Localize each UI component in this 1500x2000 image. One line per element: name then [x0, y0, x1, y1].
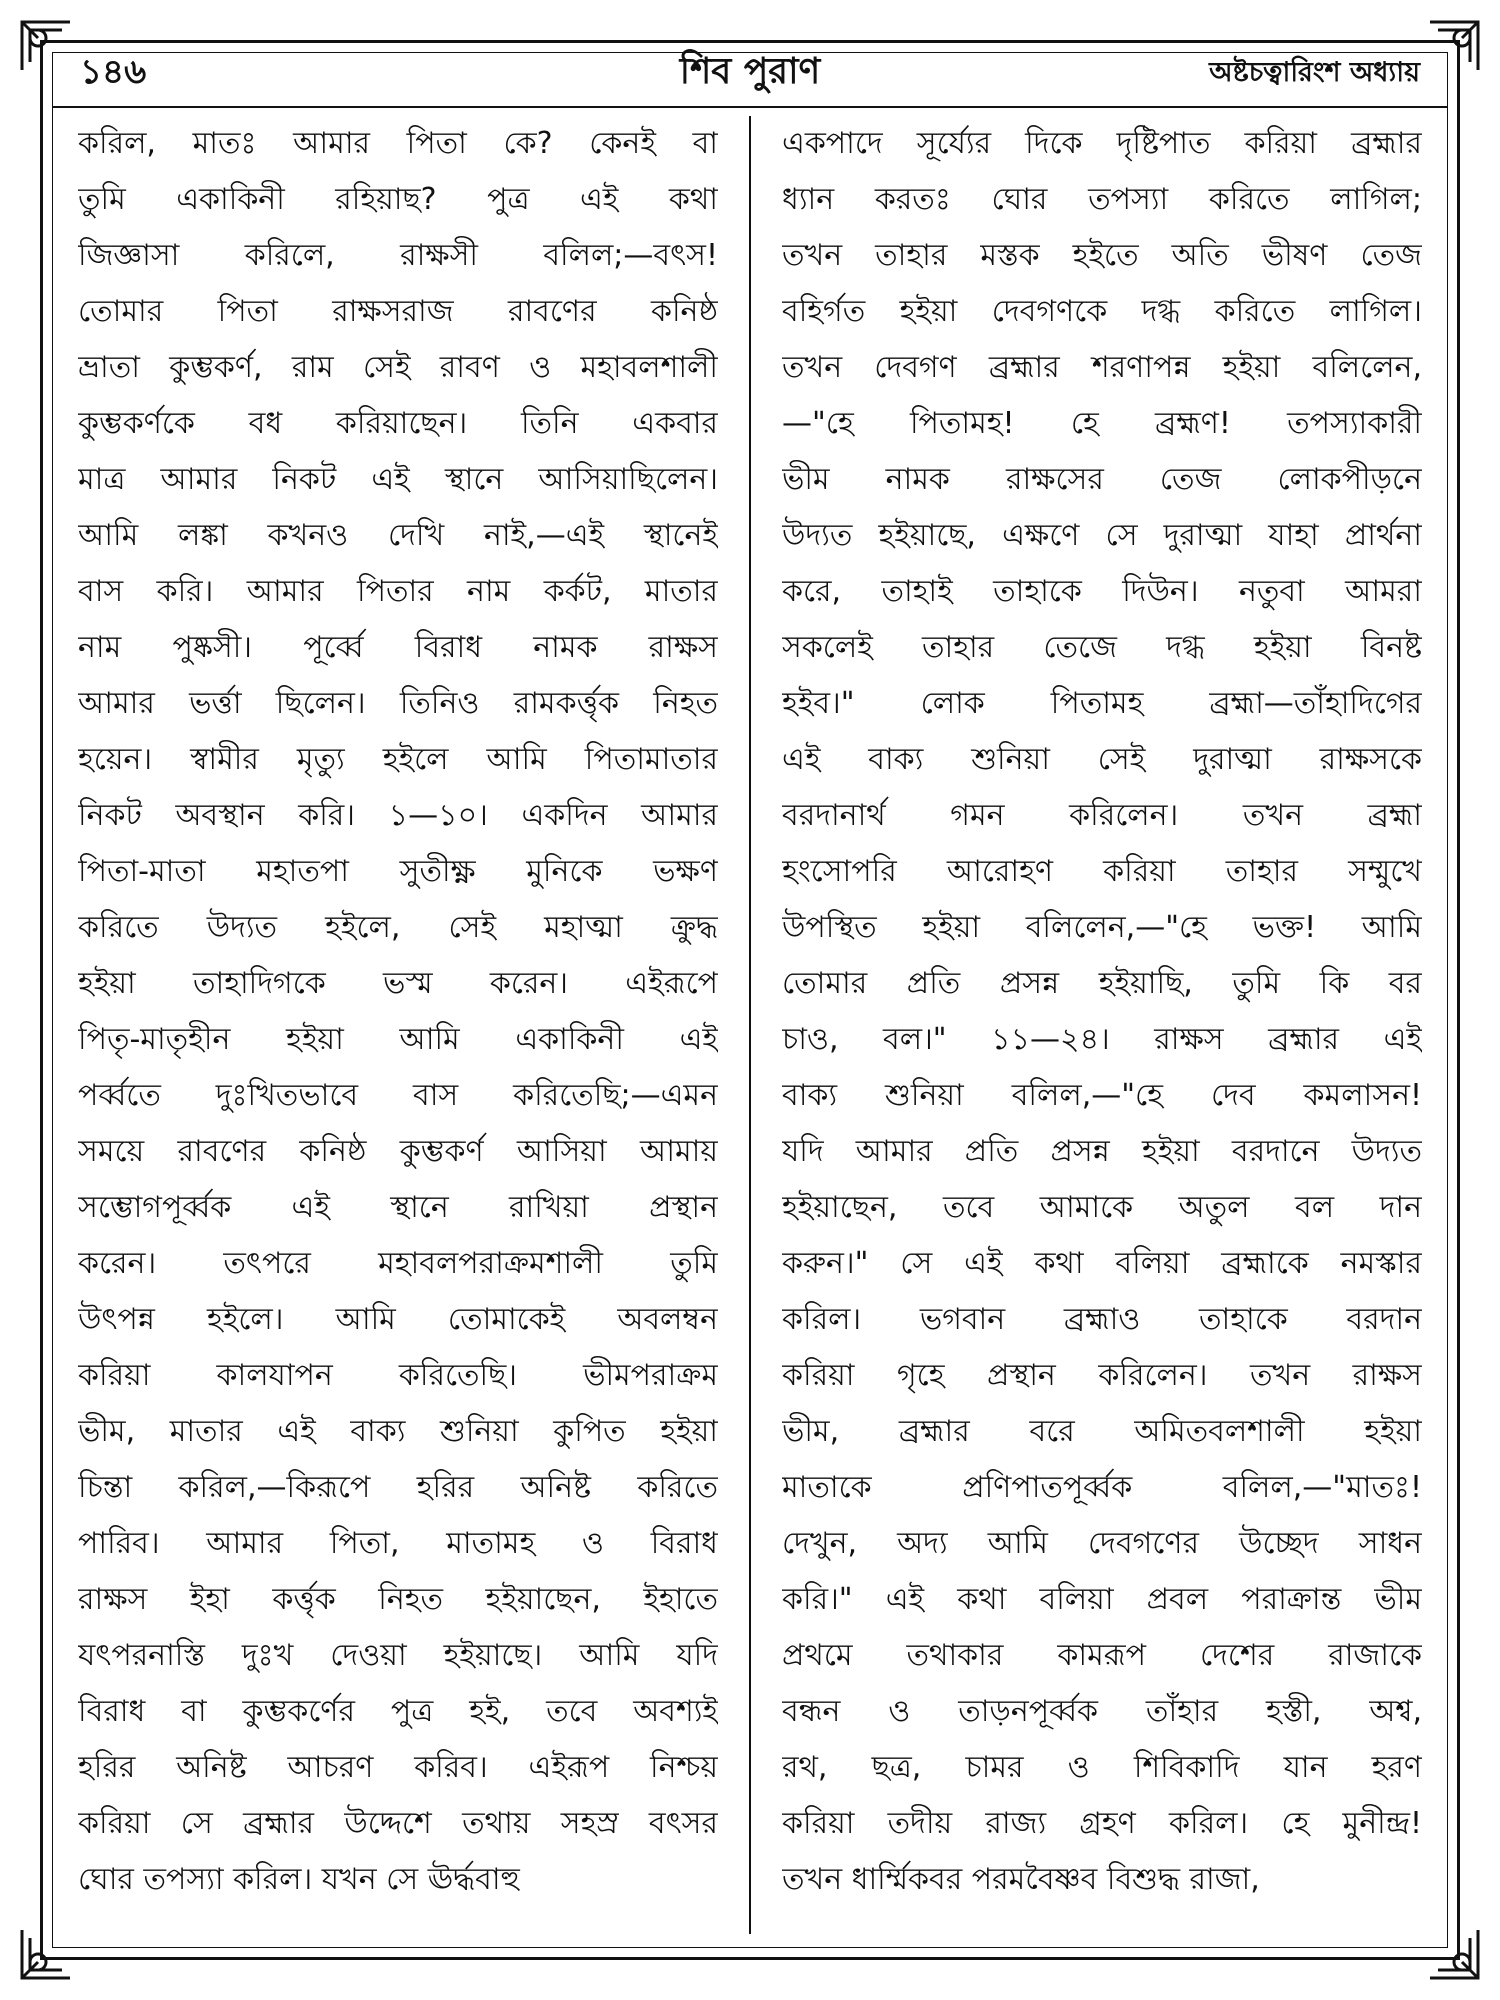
text-line: বিরাধ বা কুম্ভকর্ণের পুত্র হই, তবে অবশ্যই: [78, 1694, 718, 1729]
text-line: করিতে উদ্যত হইলে, সেই মহাত্মা ক্রুদ্ধ: [78, 910, 718, 945]
text-line: তুমি একাকিনী রহিয়াছ? পুত্র এই কথা: [78, 182, 718, 217]
header-rule: [52, 106, 1448, 108]
text-line: ঘোর তপস্যা করিল। যখন সে ঊর্দ্ধবাহু: [78, 1862, 520, 1897]
text-line: করিল। ভগবান ব্রহ্মাও তাহাকে বরদান: [782, 1302, 1422, 1337]
text-line: বন্ধন ও তাড়নপূর্ব্বক তাঁহার হস্তী, অশ্ব,: [782, 1694, 1422, 1729]
text-line: পিতা-মাতা মহাতপা সুতীক্ষ্ণ মুনিকে ভক্ষণ: [78, 854, 718, 889]
text-line: হয়েন। স্বামীর মৃত্যু হইলে আমি পিতামাতার: [78, 742, 718, 777]
text-line: উৎপন্ন হইলে। আমি তোমাকেই অবলম্বন: [78, 1302, 718, 1337]
text-line: তখন তাহার মস্তক হইতে অতি ভীষণ তেজ: [782, 238, 1422, 273]
column-divider: [749, 116, 751, 1934]
text-line: মাতাকে প্রণিপাতপূর্ব্বক বলিল,—"মাতঃ!: [782, 1470, 1422, 1505]
text-line: সকলেই তাহার তেজে দগ্ধ হইয়া বিনষ্ট: [782, 630, 1422, 665]
text-line: রাক্ষস ইহা কর্ত্তৃক নিহত হইয়াছেন, ইহাতে: [78, 1582, 718, 1617]
text-line: হইয়া তাহাদিগকে ভস্ম করেন। এইরূপে: [78, 966, 718, 1001]
text-line: ভীম, মাতার এই বাক্য শুনিয়া কুপিত হইয়া: [78, 1414, 718, 1449]
text-line: করিয়া গৃহে প্রস্থান করিলেন। তখন রাক্ষস: [782, 1358, 1422, 1393]
text-line: নিকট অবস্থান করি। ১—১০। একদিন আমার: [78, 798, 718, 833]
text-line: রথ, ছত্র, চামর ও শিবিকাদি যান হরণ: [782, 1750, 1422, 1785]
text-line: নাম পুষ্কসী। পূর্ব্বে বিরাধ নামক রাক্ষস: [78, 630, 718, 665]
text-line: জিজ্ঞাসা করিলে, রাক্ষসী বলিল;—বৎস!: [78, 238, 718, 273]
text-line: কুম্ভকর্ণকে বধ করিয়াছেন। তিনি একবার: [78, 406, 718, 441]
text-line: হংসোপরি আরোহণ করিয়া তাহার সম্মুখে: [782, 854, 1422, 889]
text-line: করেন। তৎপরে মহাবলপরাক্রমশালী তুমি: [78, 1246, 718, 1281]
text-line: উদ্যত হইয়াছে, এক্ষণে সে দুরাত্মা যাহা প্রার্থনা: [782, 518, 1422, 553]
text-line: আমার ভর্ত্তা ছিলেন। তিনিও রামকর্ত্তৃক নিহত: [78, 686, 718, 721]
text-line: ভ্রাতা কুম্ভকর্ণ, রাম সেই রাবণ ও মহাবলশালী: [78, 350, 718, 385]
left-column: [78, 116, 718, 1934]
page-number: ১৪৬: [80, 51, 147, 92]
text-line: হইব।" লোক পিতামহ ব্রহ্মা—তাঁহাদিগের: [782, 686, 1422, 721]
text-line: বাক্য শুনিয়া বলিল,—"হে দেব কমলাসন!: [782, 1078, 1422, 1113]
text-line: ভীম, ব্রহ্মার বরে অমিতবলশালী হইয়া: [782, 1414, 1422, 1449]
text-line: করিয়া কালযাপন করিতেছি। ভীমপরাক্রম: [78, 1358, 718, 1393]
text-line: মাত্র আমার নিকট এই স্থানে আসিয়াছিলেন।: [78, 462, 718, 497]
text-line: করিয়া সে ব্রহ্মার উদ্দেশে তথায় সহস্র বৎসর: [78, 1806, 718, 1841]
text-line: করিল, মাতঃ আমার পিতা কে? কেনই বা: [78, 126, 718, 161]
text-line: করে, তাহাই তাহাকে দিউন। নতুবা আমরা: [782, 574, 1422, 609]
chapter-title: অষ্টচত্বারিংশ অধ্যায়: [1209, 56, 1420, 88]
text-line: যদি আমার প্রতি প্রসন্ন হইয়া বরদানে উদ্যত: [782, 1134, 1422, 1169]
text-line: তোমার প্রতি প্রসন্ন হইয়াছি, তুমি কি বর: [782, 966, 1422, 1001]
corner-ornament-icon: [18, 18, 74, 74]
text-line: ভীম নামক রাক্ষসের তেজ লোকপীড়নে: [782, 462, 1422, 497]
text-line: উপস্থিত হইয়া বলিলেন,—"হে ভক্ত! আমি: [782, 910, 1422, 945]
text-line: বহির্গত হইয়া দেবগণকে দগ্ধ করিতে লাগিল।: [782, 294, 1422, 329]
corner-ornament-icon: [1426, 1926, 1482, 1982]
corner-ornament-icon: [1426, 18, 1482, 74]
text-line: যৎপরনাস্তি দুঃখ দেওয়া হইয়াছে। আমি যদি: [78, 1638, 718, 1673]
text-line: পর্ব্বতে দুঃখিতভাবে বাস করিতেছি;—এমন: [78, 1078, 718, 1113]
text-line: তখন ধার্ম্মিকবর পরমবৈষ্ণব বিশুদ্ধ রাজা,: [782, 1862, 1260, 1897]
text-line: তখন দেবগণ ব্রহ্মার শরণাপন্ন হইয়া বলিলেন,: [782, 350, 1422, 385]
text-line: প্রথমে তথাকার কামরূপ দেশের রাজাকে: [782, 1638, 1422, 1673]
text-line: হরির অনিষ্ট আচরণ করিব। এইরূপ নিশ্চয়: [78, 1750, 718, 1785]
text-line: সময়ে রাবণের কনিষ্ঠ কুম্ভকর্ণ আসিয়া আমায়: [78, 1134, 718, 1169]
text-line: ধ্যান করতঃ ঘোর তপস্যা করিতে লাগিল;: [782, 182, 1422, 217]
text-line: করি।" এই কথা বলিয়া প্রবল পরাক্রান্ত ভীম: [782, 1582, 1422, 1617]
text-line: চাও, বল।" ১১—২৪। রাক্ষস ব্রহ্মার এই: [782, 1022, 1422, 1057]
text-line: চিন্তা করিল,—কিরূপে হরির অনিষ্ট করিতে: [78, 1470, 718, 1505]
text-line: তোমার পিতা রাক্ষসরাজ রাবণের কনিষ্ঠ: [78, 294, 718, 329]
text-line: দেখুন, অদ্য আমি দেবগণের উচ্ছেদ সাধন: [782, 1526, 1422, 1561]
text-line: বরদানার্থ গমন করিলেন। তখন ব্রহ্মা: [782, 798, 1422, 833]
text-line: করিয়া তদীয় রাজ্য গ্রহণ করিল। হে মুনীন্দ্র!: [782, 1806, 1422, 1841]
text-line: আমি লঙ্কা কখনও দেখি নাই,—এই স্থানেই: [78, 518, 718, 553]
text-line: পারিব। আমার পিতা, মাতামহ ও বিরাধ: [78, 1526, 718, 1561]
corner-ornament-icon: [18, 1926, 74, 1982]
text-line: সম্ভোগপূর্ব্বক এই স্থানে রাখিয়া প্রস্থান: [78, 1190, 718, 1225]
text-line: একপাদে সূর্য্যের দিকে দৃষ্টিপাত করিয়া ব্রহ্মার: [782, 126, 1422, 161]
running-header: [80, 44, 1420, 104]
text-line: —"হে পিতামহ! হে ব্রহ্মণ! তপস্যাকারী: [782, 406, 1422, 441]
right-column: [782, 116, 1422, 1934]
book-title: শিব পুরাণ: [679, 51, 821, 92]
text-line: বাস করি। আমার পিতার নাম কর্কট, মাতার: [78, 574, 718, 609]
text-line: এই বাক্য শুনিয়া সেই দুরাত্মা রাক্ষসকে: [782, 742, 1422, 777]
text-line: হইয়াছেন, তবে আমাকে অতুল বল দান: [782, 1190, 1422, 1225]
text-line: পিতৃ-মাতৃহীন হইয়া আমি একাকিনী এই: [78, 1022, 718, 1057]
text-line: করুন।" সে এই কথা বলিয়া ব্রহ্মাকে নমস্কার: [782, 1246, 1422, 1281]
